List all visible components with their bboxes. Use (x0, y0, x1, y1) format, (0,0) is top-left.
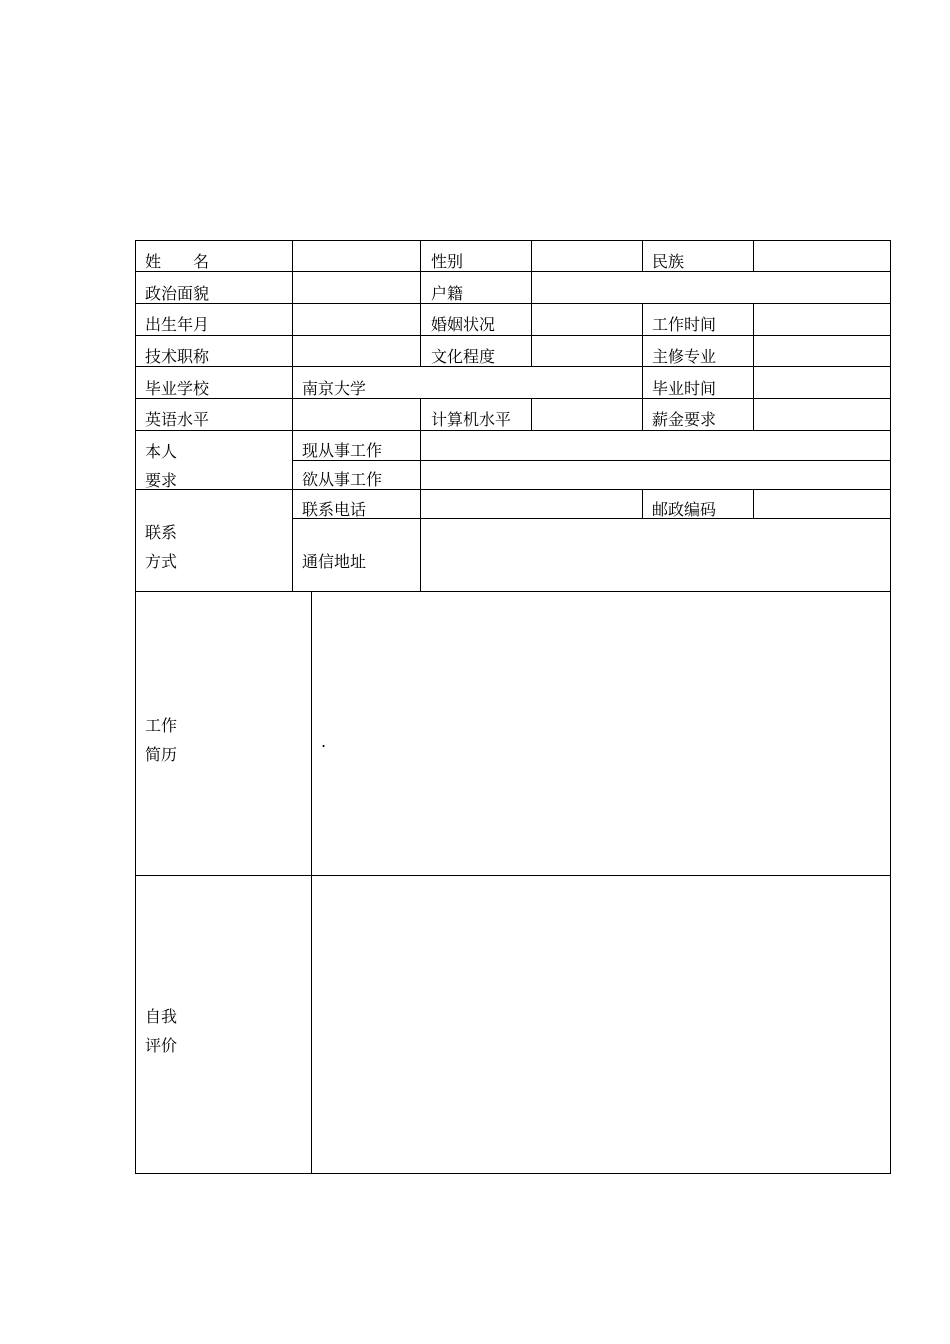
table-border-left (135, 240, 136, 1174)
column-divider (642, 489, 643, 519)
school-value[interactable]: 南京大学 (302, 379, 367, 398)
ethnicity-label: 民族 (652, 252, 685, 271)
major-field[interactable] (754, 336, 890, 366)
major-label: 主修专业 (652, 347, 717, 366)
phone-field[interactable] (421, 490, 642, 518)
current-job-field[interactable] (421, 431, 890, 460)
self-evaluation-field[interactable] (312, 876, 890, 1173)
name-label: 姓 名 (145, 252, 210, 271)
phone-label: 联系电话 (302, 500, 367, 519)
household-registration-label: 户籍 (431, 284, 464, 303)
current-job-label: 现从事工作 (302, 441, 383, 460)
ethnicity-field[interactable] (754, 241, 890, 271)
marital-status-field[interactable] (532, 304, 642, 335)
gender-field[interactable] (532, 241, 642, 271)
salary-label: 薪金要求 (652, 410, 717, 429)
address-label: 通信地址 (302, 552, 367, 571)
education-level-field[interactable] (532, 336, 642, 366)
technical-title-field[interactable] (293, 336, 420, 366)
graduation-time-label: 毕业时间 (652, 379, 717, 398)
table-border-right (890, 240, 891, 1174)
work-history-field[interactable] (312, 592, 890, 875)
postcode-field[interactable] (754, 490, 890, 518)
work-history-content: . (321, 732, 327, 751)
column-divider (642, 303, 643, 431)
requirements-label: 本人 要求 (145, 442, 178, 490)
english-level-label: 英语水平 (145, 410, 210, 429)
political-status-field[interactable] (293, 272, 420, 303)
work-start-label: 工作时间 (652, 315, 717, 334)
education-level-label: 文化程度 (431, 347, 496, 366)
contact-label: 联系 方式 (145, 523, 178, 571)
technical-title-label: 技术职称 (145, 347, 210, 366)
name-field[interactable] (293, 241, 420, 271)
column-divider (642, 240, 643, 272)
political-status-label: 政治面貌 (145, 284, 210, 303)
work-start-field[interactable] (754, 304, 890, 335)
birth-date-label: 出生年月 (145, 315, 210, 334)
birth-date-field[interactable] (293, 304, 420, 335)
graduation-time-field[interactable] (754, 367, 890, 398)
salary-field[interactable] (754, 399, 890, 430)
self-evaluation-label: 自我 评价 (145, 1007, 178, 1055)
household-registration-field[interactable] (532, 272, 890, 303)
computer-level-label: 计算机水平 (431, 410, 512, 429)
desired-job-field[interactable] (421, 461, 890, 489)
computer-level-field[interactable] (532, 399, 642, 430)
gender-label: 性别 (431, 252, 464, 271)
desired-job-label: 欲从事工作 (302, 470, 383, 489)
work-history-label: 工作 简历 (145, 716, 178, 764)
marital-status-label: 婚姻状况 (431, 315, 496, 334)
table-border-bottom (135, 1173, 891, 1174)
column-divider (420, 240, 421, 367)
school-label: 毕业学校 (145, 379, 210, 398)
postcode-label: 邮政编码 (652, 500, 717, 519)
english-level-field[interactable] (293, 399, 420, 430)
address-field[interactable] (421, 519, 890, 591)
